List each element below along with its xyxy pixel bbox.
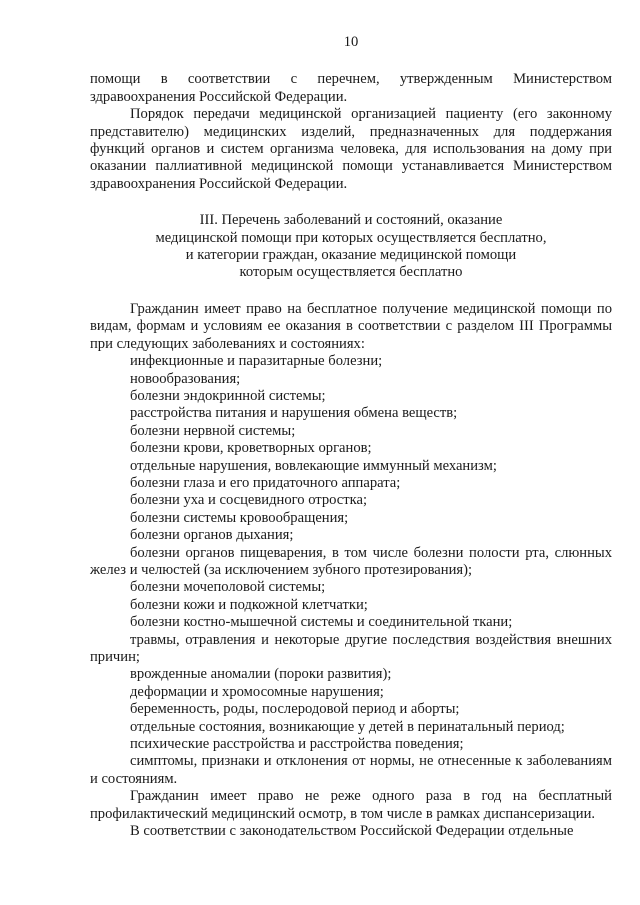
condition-item: болезни кожи и подкожной клетчатки; xyxy=(130,596,368,613)
section-heading-line: которым осуществляется бесплатно xyxy=(239,264,463,281)
paragraph-legislation: В соответствии с законодательством Российской Федерации отдельные xyxy=(130,823,574,840)
condition-item: болезни органов дыхания; xyxy=(130,527,294,544)
condition-item: отдельные состояния, возникающие у детей в перинатальный период; xyxy=(130,718,565,735)
paragraph-continuation: помощи в соответствии с перечнем, утвержденным Министерством здравоохранения Российской Федерации. xyxy=(90,71,612,105)
condition-item: болезни глаза и его придаточного аппарата; xyxy=(130,474,401,491)
condition-item: болезни уха и сосцевидного отростка; xyxy=(130,492,368,509)
condition-item: болезни мочеполовой системы; xyxy=(130,579,326,596)
condition-item: болезни крови, кроветворных органов; xyxy=(130,440,372,457)
paragraph-intro: Гражданин имеет право на бесплатное получение медицинской помощи по видам, формам и условиям ее оказания в соответствии с разделом III Программы при следующих заболеваниях и состояниях: xyxy=(90,300,612,352)
condition-item: болезни нервной системы; xyxy=(130,422,296,439)
section-heading xyxy=(90,212,612,282)
condition-item: отдельные нарушения, вовлекающие иммунный механизм; xyxy=(130,457,497,474)
section-heading-line: и категории граждан, оказание медицинской помощи xyxy=(185,247,517,264)
condition-item: болезни органов пищеварения, в том числе болезни полости рта, слюнных желез и челюстей (за исключением зубного протезирования); xyxy=(90,544,612,578)
condition-item: болезни эндокринной системы; xyxy=(130,387,326,404)
paragraph-checkup: Гражданин имеет право не реже одного раза в год на бесплатный профилактический медицинский осмотр, в том числе в рамках диспансеризации. xyxy=(90,788,612,822)
condition-item: расстройства питания и нарушения обмена веществ; xyxy=(130,405,458,422)
condition-item: травмы, отравления и некоторые другие последствия воздействия внешних причин; xyxy=(90,631,612,665)
condition-item: инфекционные и паразитарные болезни; xyxy=(130,353,383,370)
page-number: 10 xyxy=(343,34,359,50)
conditions-list xyxy=(90,353,612,788)
section-heading-line: медицинской помощи при которых осуществляется бесплатно, xyxy=(155,229,547,246)
condition-item: беременность, роды, послеродовой период и аборты; xyxy=(130,701,460,718)
paragraph-device-transfer: Порядок передачи медицинской организацией пациенту (его законному представителю) медицинских изделий, предназначенных для поддержания функций органов и систем организма человека, для использования на дому при оказании паллиативной медицинской помощи устанавливается Министерством здравоохранения Российской Федерации. xyxy=(90,106,612,192)
condition-item: деформации и хромосомные нарушения; xyxy=(130,683,384,700)
condition-item: болезни системы кровообращения; xyxy=(130,509,349,526)
section-heading-line: III. Перечень заболеваний и состояний, оказание xyxy=(199,212,503,229)
condition-item: психические расстройства и расстройства поведения; xyxy=(130,736,464,753)
condition-item: болезни костно-мышечной системы и соединительной ткани; xyxy=(130,614,513,631)
condition-item: врожденные аномалии (пороки развития); xyxy=(130,666,392,683)
condition-item: новообразования; xyxy=(130,370,241,387)
condition-item: симптомы, признаки и отклонения от нормы, не отнесенные к заболеваниям и состояниям. xyxy=(90,753,612,787)
document-page xyxy=(90,34,612,840)
